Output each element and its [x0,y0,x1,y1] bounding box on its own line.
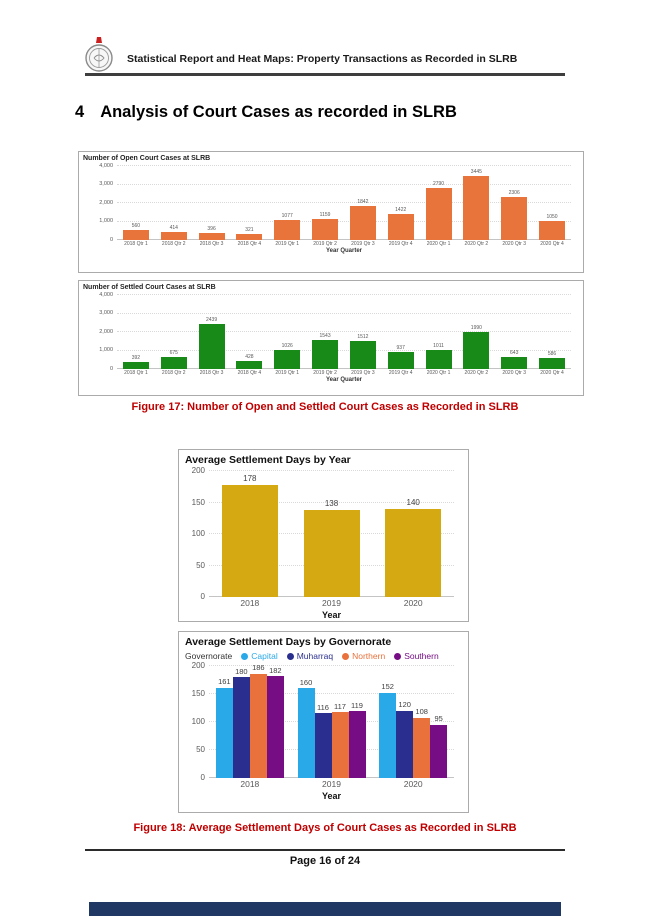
bar [236,361,262,369]
figure-17-caption: Figure 17: Number of Open and Settled Court Cases as Recorded in SLRB [131,401,519,413]
bar-value-label: 1990 [470,325,482,332]
bar-value-label: 1026 [281,343,293,350]
y-axis-tick: 3,000 [99,309,113,316]
bar-value-label: 1159 [319,211,331,218]
series-bar-column [332,666,349,778]
x-axis-tick: 2018 [240,598,260,608]
y-axis-tick: 50 [196,745,205,754]
bar-value-label: 152 [381,682,394,692]
x-axis-tick: 2019 Qtr 3 [351,241,375,247]
bar-value-label: 560 [131,222,141,229]
bar [539,358,565,369]
bar-column [420,166,458,240]
bar [388,214,414,240]
section-number: 4 [75,103,85,121]
bar-column [209,471,291,597]
bar-column [291,666,373,778]
bar-group [379,666,447,778]
y-axis-tick: 0 [200,773,205,782]
bar-column [495,166,533,240]
bar [426,350,452,369]
bar [250,674,267,778]
bar [161,357,187,369]
bar [274,350,300,369]
x-axis-tick: 2019 Qtr 2 [313,370,337,376]
x-axis-tick: 2018 Qtr 3 [199,241,224,247]
legend-label: Capital [251,651,278,661]
chart-title: Average Settlement Days by Governorate [185,636,392,648]
y-axis-tick: 4,000 [99,291,113,298]
x-axis-labels [209,779,454,789]
bars-row [209,663,454,778]
x-axis-tick: 2018 Qtr 4 [237,370,262,376]
bar-value-label: 1543 [319,333,331,340]
x-axis-tick: 2020 Qtr 1 [426,370,451,376]
bar-value-label: 138 [324,499,339,509]
bar-column [193,166,231,240]
bar-value-label: 186 [252,663,265,673]
bar [396,711,413,778]
x-axis-tick: 2019 Qtr 4 [388,241,413,247]
legend-label: Southern [404,651,439,661]
x-axis-tick: 2019 Qtr 3 [351,370,375,376]
y-axis-tick: 1,000 [99,346,113,353]
series-bar-column [379,666,396,778]
bar-value-label: 180 [235,666,248,676]
bars-row [209,471,454,597]
bar [350,341,376,369]
legend-color-dot [394,653,401,660]
bar-value-label: 182 [269,665,282,675]
y-axis-tick: 200 [191,661,205,670]
bar [298,688,315,778]
y-axis-tick: 3,000 [99,180,113,187]
series-bar-column [250,663,267,778]
y-axis-tick: 0 [109,365,113,372]
series-bar-column [233,666,250,778]
x-axis-tick: 2018 [240,779,260,789]
series-bar-column [396,666,413,778]
y-axis-tick: 0 [200,592,205,601]
x-axis-labels [117,241,571,247]
bar-value-label: 1512 [357,334,369,341]
bar-value-label: 3445 [470,169,482,176]
bar-value-label: 392 [131,354,141,361]
x-axis-tick: 2018 Qtr 4 [237,241,262,247]
bar-value-label: 2306 [508,190,520,197]
x-axis-tick: 2018 Qtr 3 [199,370,224,376]
bar [236,234,262,240]
legend-item [342,651,385,661]
bar-column [344,295,382,369]
bar-column [344,166,382,240]
logo-crown-icon [96,37,102,43]
x-axis-tick: 2019 [322,779,341,789]
x-axis-title: Year Quarter [325,248,363,254]
x-axis-tick: 2018 Qtr 2 [161,241,186,247]
header-divider [85,73,565,76]
x-axis-tick: 2019 Qtr 1 [275,370,300,376]
bar [385,509,441,597]
bar-value-label: 2439 [206,316,218,323]
bar-value-label: 95 [434,714,443,724]
slrb-logo [84,36,114,74]
y-axis-tick: 2,000 [99,199,113,206]
series-bar-column [349,666,366,778]
bar-value-label: 1077 [281,213,293,220]
bar [161,232,187,240]
legend-label: Muharraq [296,651,334,661]
bar-value-label: 161 [218,677,231,687]
chart-title: Number of Open Court Cases at SLRB [83,155,211,162]
bar [222,485,278,597]
bar [312,340,338,369]
bar [312,219,338,240]
bar-column [533,166,571,240]
bar-column [420,295,458,369]
bar-column [382,166,420,240]
bar-value-label: 321 [245,227,254,234]
bar-column [268,295,306,369]
x-axis-tick: 2018 Qtr 2 [161,370,186,376]
x-axis-tick: 2020 Qtr 3 [502,241,527,247]
bar-value-label: 160 [299,677,313,687]
bar-column [306,295,344,369]
y-axis-tick: 100 [191,717,205,726]
section-heading [75,103,457,122]
bar-column [372,471,454,597]
legend-color-dot [287,653,294,660]
bar [379,693,396,778]
x-axis-tick: 2020 [403,779,423,789]
bar [233,677,250,778]
bar-column [533,295,571,369]
y-axis-tick: 150 [191,497,205,507]
x-axis-tick: 2020 Qtr 2 [464,370,489,376]
bar-value-label: 120 [398,700,411,710]
bar-value-label: 119 [351,700,363,710]
bar [388,352,414,369]
x-axis-tick: 2020 [403,598,423,608]
bar-column [291,471,373,597]
bars-row [117,166,571,240]
bar-value-label: 1422 [395,206,407,213]
x-axis-tick: 2019 Qtr 2 [313,241,337,247]
x-axis-tick: 2018 Qtr 1 [124,241,148,247]
bar-value-label: 937 [396,344,405,351]
plot-area [99,162,571,243]
bar-column [155,166,193,240]
y-axis-tick: 1,000 [99,217,113,224]
y-axis-tick: 150 [191,689,205,698]
series-bar-column [430,666,447,778]
x-axis-title: Year [321,610,342,620]
y-axis-tick: 0 [109,236,113,243]
bar-value-label: 116 [317,702,329,712]
y-axis-tick: 200 [191,466,205,475]
legend-items [241,651,438,661]
legend-item [394,651,439,661]
bar-column [117,295,155,369]
report-header-title: Statistical Report and Heat Maps: Property Transactions as Recorded in SLRB [127,53,518,65]
series-bar-column [315,666,332,778]
bar [501,357,527,369]
figure-18-caption: Figure 18: Average Settlement Days of Court Cases as Recorded in SLRB [133,822,517,834]
bars-row [117,295,571,369]
settled-court-cases-chart [78,280,584,396]
page-number: Page 16 of 24 [289,855,361,867]
bar-value-label: 108 [415,707,428,717]
avg-settlement-days-by-year-chart [178,449,469,622]
x-axis-tick: 2020 Qtr 4 [540,370,564,376]
series-bar-column [216,666,233,778]
bar-value-label: 1011 [433,343,444,350]
x-axis-title: Year [321,791,342,801]
bar-group [216,663,284,778]
bar [426,188,452,240]
legend-color-dot [241,653,248,660]
chart-title: Average Settlement Days by Year [185,454,351,466]
legend-item [241,651,277,661]
y-axis-tick: 4,000 [99,162,113,169]
bar-value-label: 1050 [546,213,558,220]
bar-value-label: 178 [243,473,257,483]
bar-column [382,295,420,369]
bar [350,206,376,240]
bar [304,510,360,597]
bar-column [230,295,268,369]
bar-column [193,295,231,369]
bar [430,725,447,778]
plot-area [191,661,454,782]
bar-value-label: 2790 [432,181,445,188]
x-axis-tick: 2018 Qtr 1 [124,370,148,376]
y-axis-tick: 50 [196,560,205,570]
bar-group [298,666,366,778]
x-axis-tick: 2020 Qtr 3 [502,370,527,376]
bar-value-label: 117 [334,701,346,711]
bar-column [495,295,533,369]
bar [315,713,332,778]
legend-label: Northern [352,651,386,661]
bar [349,711,366,778]
x-axis-tick: 2019 Qtr 1 [275,241,300,247]
bar-value-label: 643 [510,350,519,357]
x-axis-tick: 2019 [322,598,341,608]
bottom-navy-bar [89,902,561,916]
x-axis-tick: 2020 Qtr 4 [540,241,564,247]
y-axis-tick: 2,000 [99,328,113,335]
bar-column [306,166,344,240]
legend-title: Governorate [185,651,233,661]
bar-column [372,666,454,778]
series-bar-column [267,666,284,778]
bar-column [457,295,495,369]
chart-title: Number of Settled Court Cases at SLRB [83,284,216,291]
x-axis-tick: 2020 Qtr 1 [426,241,451,247]
bar-value-label: 396 [207,225,216,232]
bar [123,230,149,240]
footer-divider [85,849,565,851]
bar [123,362,149,369]
series-bar-column [298,666,315,778]
bar [501,197,527,240]
plot-area [99,291,571,372]
bar-value-label: 428 [245,354,254,361]
x-axis-tick: 2020 Qtr 2 [464,241,489,247]
bar-value-label: 675 [169,349,178,356]
series-bar-column [413,666,430,778]
bar-column [268,166,306,240]
bar-value-label: 140 [406,497,420,507]
legend-color-dot [342,653,349,660]
bar [332,712,349,778]
bar [539,221,565,240]
bar-column [230,166,268,240]
bar-value-label: 414 [169,225,178,232]
bar-column [155,295,193,369]
bar-column [457,166,495,240]
bar [413,718,430,778]
bar [463,176,489,240]
open-court-cases-chart [78,151,584,273]
bar [216,688,233,778]
bar-value-label: 1842 [357,198,369,205]
chart-legend [179,649,468,663]
bar-column [117,166,155,240]
bar [267,676,284,778]
y-axis-tick: 100 [191,529,205,538]
bar [199,324,225,369]
bar [463,332,489,369]
legend-item [287,651,333,661]
bar [199,233,225,240]
x-axis-labels [117,370,571,376]
bar [274,220,300,240]
avg-settlement-days-by-governorate-chart [178,631,469,813]
x-axis-labels [209,598,454,608]
bar-value-label: 586 [547,351,557,358]
section-title: Analysis of Court Cases as recorded in SLRB [100,103,457,121]
x-axis-tick: 2019 Qtr 4 [388,370,413,376]
x-axis-title: Year Quarter [325,377,363,383]
plot-area [191,466,454,601]
bar-column [209,663,291,778]
